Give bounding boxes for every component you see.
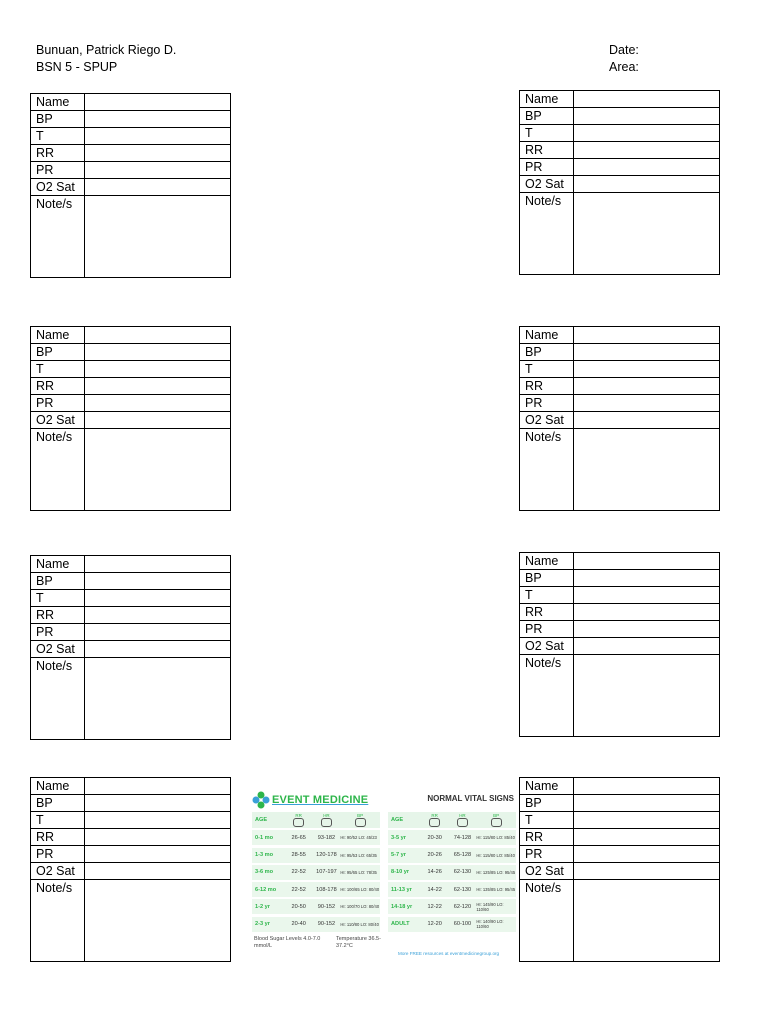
age-cell: 0-1 mo: [255, 834, 274, 841]
vital-signs-form: [30, 93, 231, 278]
vitals-row: [388, 830, 516, 845]
notes-entry-field[interactable]: [574, 880, 720, 962]
pr-entry-field[interactable]: [574, 395, 720, 412]
rr-entry-field[interactable]: [85, 829, 231, 846]
bp-cell: HI: 125/85 LO: 95/45: [476, 869, 516, 875]
vitals-row: [252, 917, 380, 932]
hr-header: HR: [459, 813, 466, 818]
bp-label: BP: [520, 570, 574, 587]
age-cell: 3-6 mo: [255, 869, 274, 876]
rr-entry-field[interactable]: [85, 378, 231, 395]
t-label: T: [31, 361, 85, 378]
o2-label: O2 Sat: [520, 638, 574, 655]
o2-label: O2 Sat: [31, 863, 85, 880]
age-cell: 14-18 yr: [391, 903, 413, 910]
hr-cell: 90-152: [317, 921, 336, 928]
blood-sugar-note: Blood Sugar Levels 4.0-7.0 mmol/L: [254, 936, 321, 949]
t-entry-field[interactable]: [574, 587, 720, 604]
o2-label: O2 Sat: [520, 176, 574, 193]
rr-label: RR: [520, 604, 574, 621]
area-label: Area:: [609, 60, 639, 74]
hr-cell: 108-178: [316, 886, 337, 893]
hr-cell: 62-130: [453, 869, 472, 876]
bp-cell: HI: 100/70 LO: 80/40: [340, 904, 380, 910]
name-label: Name: [31, 327, 85, 344]
pr-label: PR: [31, 846, 85, 863]
rr-cell: 22-52: [291, 886, 306, 893]
pr-entry-field[interactable]: [85, 846, 231, 863]
pr-entry-field[interactable]: [85, 395, 231, 412]
age-cell: 2-3 yr: [255, 921, 270, 928]
resources-link: More FREE resources at eventmedicinegroup.org: [398, 951, 500, 956]
o2-entry-field[interactable]: [85, 179, 231, 196]
o2-entry-field[interactable]: [574, 176, 720, 193]
name-entry-field[interactable]: [85, 327, 231, 344]
bp-entry-field[interactable]: [574, 344, 720, 361]
vitals-row: [252, 830, 380, 845]
cuff-icon: [355, 818, 366, 827]
vitals-panel-left: [252, 812, 380, 934]
age-header: AGE: [391, 817, 404, 823]
vital-signs-form: [519, 90, 720, 275]
vital-signs-form: [519, 326, 720, 511]
bp-header: BP: [357, 813, 364, 818]
student-course: BSN 5 - SPUP: [36, 60, 118, 74]
t-label: T: [31, 812, 85, 829]
age-cell: 8-10 yr: [391, 869, 410, 876]
pr-label: PR: [520, 395, 574, 412]
o2-label: O2 Sat: [31, 641, 85, 658]
rr-header: RR: [295, 813, 302, 818]
rr-entry-field[interactable]: [574, 378, 720, 395]
vitals-row: [388, 899, 516, 914]
date-label: Date:: [609, 43, 639, 57]
name-entry-field[interactable]: [574, 327, 720, 344]
pr-entry-field[interactable]: [574, 846, 720, 863]
rr-header: RR: [431, 813, 438, 818]
bp-label: BP: [31, 795, 85, 812]
rr-cell: 12-20: [427, 921, 442, 928]
bp-cell: HI: 95/65 LO: 78/35: [340, 869, 377, 875]
lungs-icon: [429, 818, 440, 827]
t-label: T: [520, 125, 574, 142]
t-label: T: [520, 587, 574, 604]
bp-cell: HI: 95/53 LO: 65/35: [340, 852, 377, 858]
pr-label: PR: [520, 159, 574, 176]
pr-entry-field[interactable]: [574, 621, 720, 638]
bp-label: BP: [520, 795, 574, 812]
pr-label: PR: [520, 846, 574, 863]
notes-label: Note/s: [31, 880, 85, 962]
rr-cell: 20-50: [291, 903, 306, 910]
bp-cell: HI: 110/80 LO: 80/40: [340, 921, 379, 927]
vital-signs-form: [519, 552, 720, 737]
age-cell: 1-2 yr: [255, 903, 270, 910]
rr-cell: 14-26: [427, 869, 442, 876]
vitals-row: [252, 882, 380, 897]
notes-entry-field[interactable]: [574, 655, 720, 737]
hr-cell: 120-178: [316, 852, 337, 859]
name-entry-field[interactable]: [574, 553, 720, 570]
bp-cell: HI: 115/80 LO: 85/40: [476, 852, 515, 858]
bp-label: BP: [31, 573, 85, 590]
bp-entry-field[interactable]: [85, 795, 231, 812]
t-label: T: [31, 128, 85, 145]
rr-label: RR: [31, 607, 85, 624]
vitals-row: [252, 899, 380, 914]
vital-signs-form: [30, 326, 231, 511]
cuff-icon: [491, 818, 502, 827]
bp-entry-field[interactable]: [85, 344, 231, 361]
notes-entry-field[interactable]: [85, 429, 231, 511]
hr-cell: 60-100: [453, 921, 472, 928]
vitals-row: [388, 865, 516, 880]
o2-entry-field[interactable]: [574, 412, 720, 429]
vital-signs-form: [519, 777, 720, 962]
notes-entry-field[interactable]: [574, 193, 720, 275]
heart-icon: [321, 818, 332, 827]
age-cell: 11-13 yr: [391, 886, 412, 893]
name-label: Name: [520, 553, 574, 570]
name-entry-field[interactable]: [574, 778, 720, 795]
name-entry-field[interactable]: [574, 91, 720, 108]
vitals-panel-right: [388, 812, 516, 934]
o2-entry-field[interactable]: [85, 641, 231, 658]
rr-cell: 20-26: [427, 852, 442, 859]
name-entry-field[interactable]: [85, 94, 231, 111]
medical-cross-icon: [252, 791, 270, 809]
name-label: Name: [31, 556, 85, 573]
rr-entry-field[interactable]: [85, 145, 231, 162]
bp-entry-field[interactable]: [85, 573, 231, 590]
vitals-row: [388, 882, 516, 897]
bp-entry-field[interactable]: [85, 111, 231, 128]
rr-cell: 28-55: [291, 852, 306, 859]
age-cell: 5-7 yr: [391, 852, 406, 859]
name-label: Name: [520, 327, 574, 344]
name-label: Name: [31, 778, 85, 795]
bp-cell: HI: 140/90 LO: 110/60: [476, 919, 504, 930]
vitals-row: [388, 848, 516, 863]
age-header: AGE: [255, 817, 268, 823]
student-name: Bunuan, Patrick Riego D.: [36, 43, 177, 57]
bp-cell: HI: 135/85 LO: 95/45: [476, 887, 516, 893]
notes-entry-field[interactable]: [85, 880, 231, 962]
bp-header: BP: [493, 813, 500, 818]
heart-icon: [457, 818, 468, 827]
t-label: T: [520, 361, 574, 378]
pr-label: PR: [31, 624, 85, 641]
o2-entry-field[interactable]: [574, 638, 720, 655]
o2-label: O2 Sat: [520, 412, 574, 429]
hr-header: HR: [323, 813, 330, 818]
bp-label: BP: [520, 108, 574, 125]
o2-label: O2 Sat: [520, 863, 574, 880]
name-entry-field[interactable]: [85, 778, 231, 795]
age-cell: 3-5 yr: [391, 834, 406, 841]
rr-cell: 22-52: [291, 869, 306, 876]
t-entry-field[interactable]: [574, 361, 720, 378]
bp-entry-field[interactable]: [574, 570, 720, 587]
pr-label: PR: [31, 162, 85, 179]
notes-label: Note/s: [520, 193, 574, 275]
bp-entry-field[interactable]: [574, 108, 720, 125]
name-label: Name: [520, 778, 574, 795]
o2-label: O2 Sat: [31, 412, 85, 429]
bp-cell: HI: 115/80 LO: 85/40: [476, 835, 515, 841]
rr-entry-field[interactable]: [574, 829, 720, 846]
age-cell: ADULT: [391, 921, 410, 928]
rr-label: RR: [520, 829, 574, 846]
pr-entry-field[interactable]: [85, 624, 231, 641]
o2-entry-field[interactable]: [85, 412, 231, 429]
age-cell: 6-12 mo: [255, 886, 277, 893]
hr-cell: 107-197: [316, 869, 337, 876]
vitals-row: [252, 865, 380, 880]
name-label: Name: [520, 91, 574, 108]
notes-label: Note/s: [520, 655, 574, 737]
bp-entry-field[interactable]: [574, 795, 720, 812]
rr-entry-field[interactable]: [85, 607, 231, 624]
t-entry-field[interactable]: [85, 361, 231, 378]
name-entry-field[interactable]: [85, 556, 231, 573]
event-medicine-logo: [252, 790, 368, 810]
vital-signs-form: [30, 777, 231, 962]
vitals-row: [388, 917, 516, 932]
pr-label: PR: [31, 395, 85, 412]
pr-entry-field[interactable]: [85, 162, 231, 179]
panel-header: [388, 812, 516, 828]
notes-entry-field[interactable]: [85, 196, 231, 278]
notes-label: Note/s: [520, 429, 574, 511]
t-entry-field[interactable]: [85, 590, 231, 607]
notes-label: Note/s: [520, 880, 574, 962]
t-entry-field[interactable]: [85, 812, 231, 829]
t-label: T: [31, 590, 85, 607]
rr-label: RR: [31, 829, 85, 846]
vital-signs-chart: [252, 786, 516, 962]
t-entry-field[interactable]: [574, 812, 720, 829]
hr-cell: 62-130: [453, 886, 472, 893]
bp-label: BP: [520, 344, 574, 361]
bp-cell: HI: 100/65 LO: 80/40: [340, 887, 380, 893]
o2-label: O2 Sat: [31, 179, 85, 196]
pr-label: PR: [520, 621, 574, 638]
notes-entry-field[interactable]: [574, 429, 720, 511]
rr-cell: 20-30: [427, 834, 442, 841]
t-label: T: [520, 812, 574, 829]
rr-entry-field[interactable]: [574, 604, 720, 621]
hr-cell: 74-128: [453, 834, 472, 841]
bp-label: BP: [31, 344, 85, 361]
rr-cell: 12-22: [427, 903, 442, 910]
rr-label: RR: [31, 378, 85, 395]
name-label: Name: [31, 94, 85, 111]
t-entry-field[interactable]: [574, 125, 720, 142]
hr-cell: 65-128: [453, 852, 472, 859]
o2-entry-field[interactable]: [574, 863, 720, 880]
vitals-row: [252, 848, 380, 863]
age-cell: 1-3 mo: [255, 852, 274, 859]
temperature-note: Temperature 36.5-37.2°C: [336, 936, 381, 949]
pr-entry-field[interactable]: [574, 159, 720, 176]
notes-entry-field[interactable]: [85, 658, 231, 740]
chart-title: NORMAL VITAL SIGNS: [427, 794, 514, 803]
rr-entry-field[interactable]: [574, 142, 720, 159]
notes-label: Note/s: [31, 196, 85, 278]
o2-entry-field[interactable]: [85, 863, 231, 880]
rr-label: RR: [520, 142, 574, 159]
bp-cell: HI: 90/52 LO: 45/23: [340, 835, 377, 841]
rr-label: RR: [31, 145, 85, 162]
t-entry-field[interactable]: [85, 128, 231, 145]
brand-name: EVENT MEDICINE: [272, 794, 369, 806]
rr-cell: 14-22: [427, 886, 442, 893]
hr-cell: 90-152: [317, 903, 336, 910]
rr-cell: 20-40: [291, 921, 306, 928]
hr-cell: 62-120: [453, 903, 472, 910]
bp-cell: HI: 145/90 LO: 110/60: [476, 901, 504, 912]
notes-label: Note/s: [31, 658, 85, 740]
hr-cell: 93-182: [317, 834, 336, 841]
vital-signs-form: [30, 555, 231, 740]
lungs-icon: [293, 818, 304, 827]
rr-cell: 26-65: [291, 834, 306, 841]
bp-label: BP: [31, 111, 85, 128]
rr-label: RR: [520, 378, 574, 395]
panel-header: [252, 812, 380, 828]
notes-label: Note/s: [31, 429, 85, 511]
